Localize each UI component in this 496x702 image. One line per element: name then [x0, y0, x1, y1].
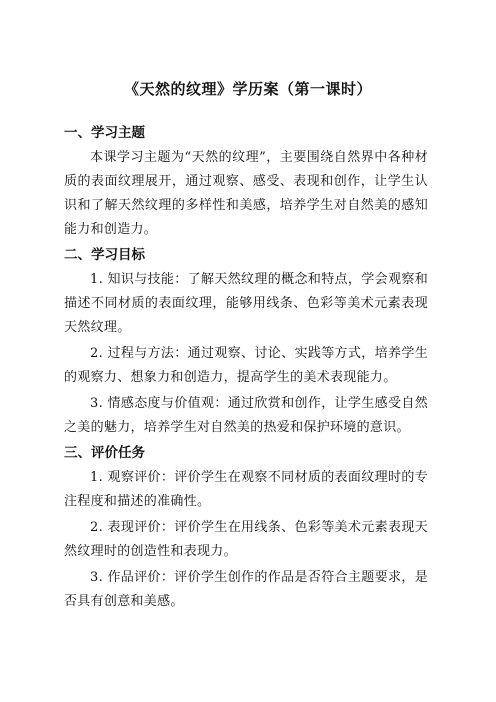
paragraph: 本课学习主题为“天然的纹理”，主要围绕自然界中各种材质的表面纹理展开，通过观察、感受、表现和创作，让学生认识和了解天然纹理的多样性和美感，培养学生对自然美的感知能力和创造力。: [64, 150, 428, 237]
section-heading-topic: 一、学习主题: [64, 125, 145, 141]
document-title: 《天然的纹理》学历案（第一课时）: [123, 80, 372, 98]
paragraph: 3. 作品评价：评价学生创作的作品是否符合主题要求，是否具有创意和美感。: [64, 570, 428, 609]
paragraph: 1. 观察评价：评价学生在观察不同材质的表面纹理时的专注程度和描述的准确性。: [64, 470, 428, 509]
paragraph: 3. 情感态度与价值观：通过欣赏和创作，让学生感受自然之美的魅力，培养学生对自然美的热爱和保护环境的意识。: [64, 396, 428, 435]
paragraph: 2. 表现评价：评价学生在用线条、色彩等美术元素表现天然纹理时的创造性和表现力。: [64, 520, 428, 559]
section-heading-assessment: 三、评价任务: [64, 445, 145, 461]
paragraph: 2. 过程与方法：通过观察、讨论、实践等方式，培养学生的观察力、想象力和创造力，提高学生的美术表现能力。: [64, 346, 428, 385]
document-body: [64, 122, 428, 616]
section-heading-goals: 二、学习目标: [64, 247, 145, 263]
paragraph: 1. 知识与技能：了解天然纹理的概念和特点，学会观察和描述不同材质的表面纹理，能够用线条、色彩等美术元素表现天然纹理。: [64, 272, 428, 335]
